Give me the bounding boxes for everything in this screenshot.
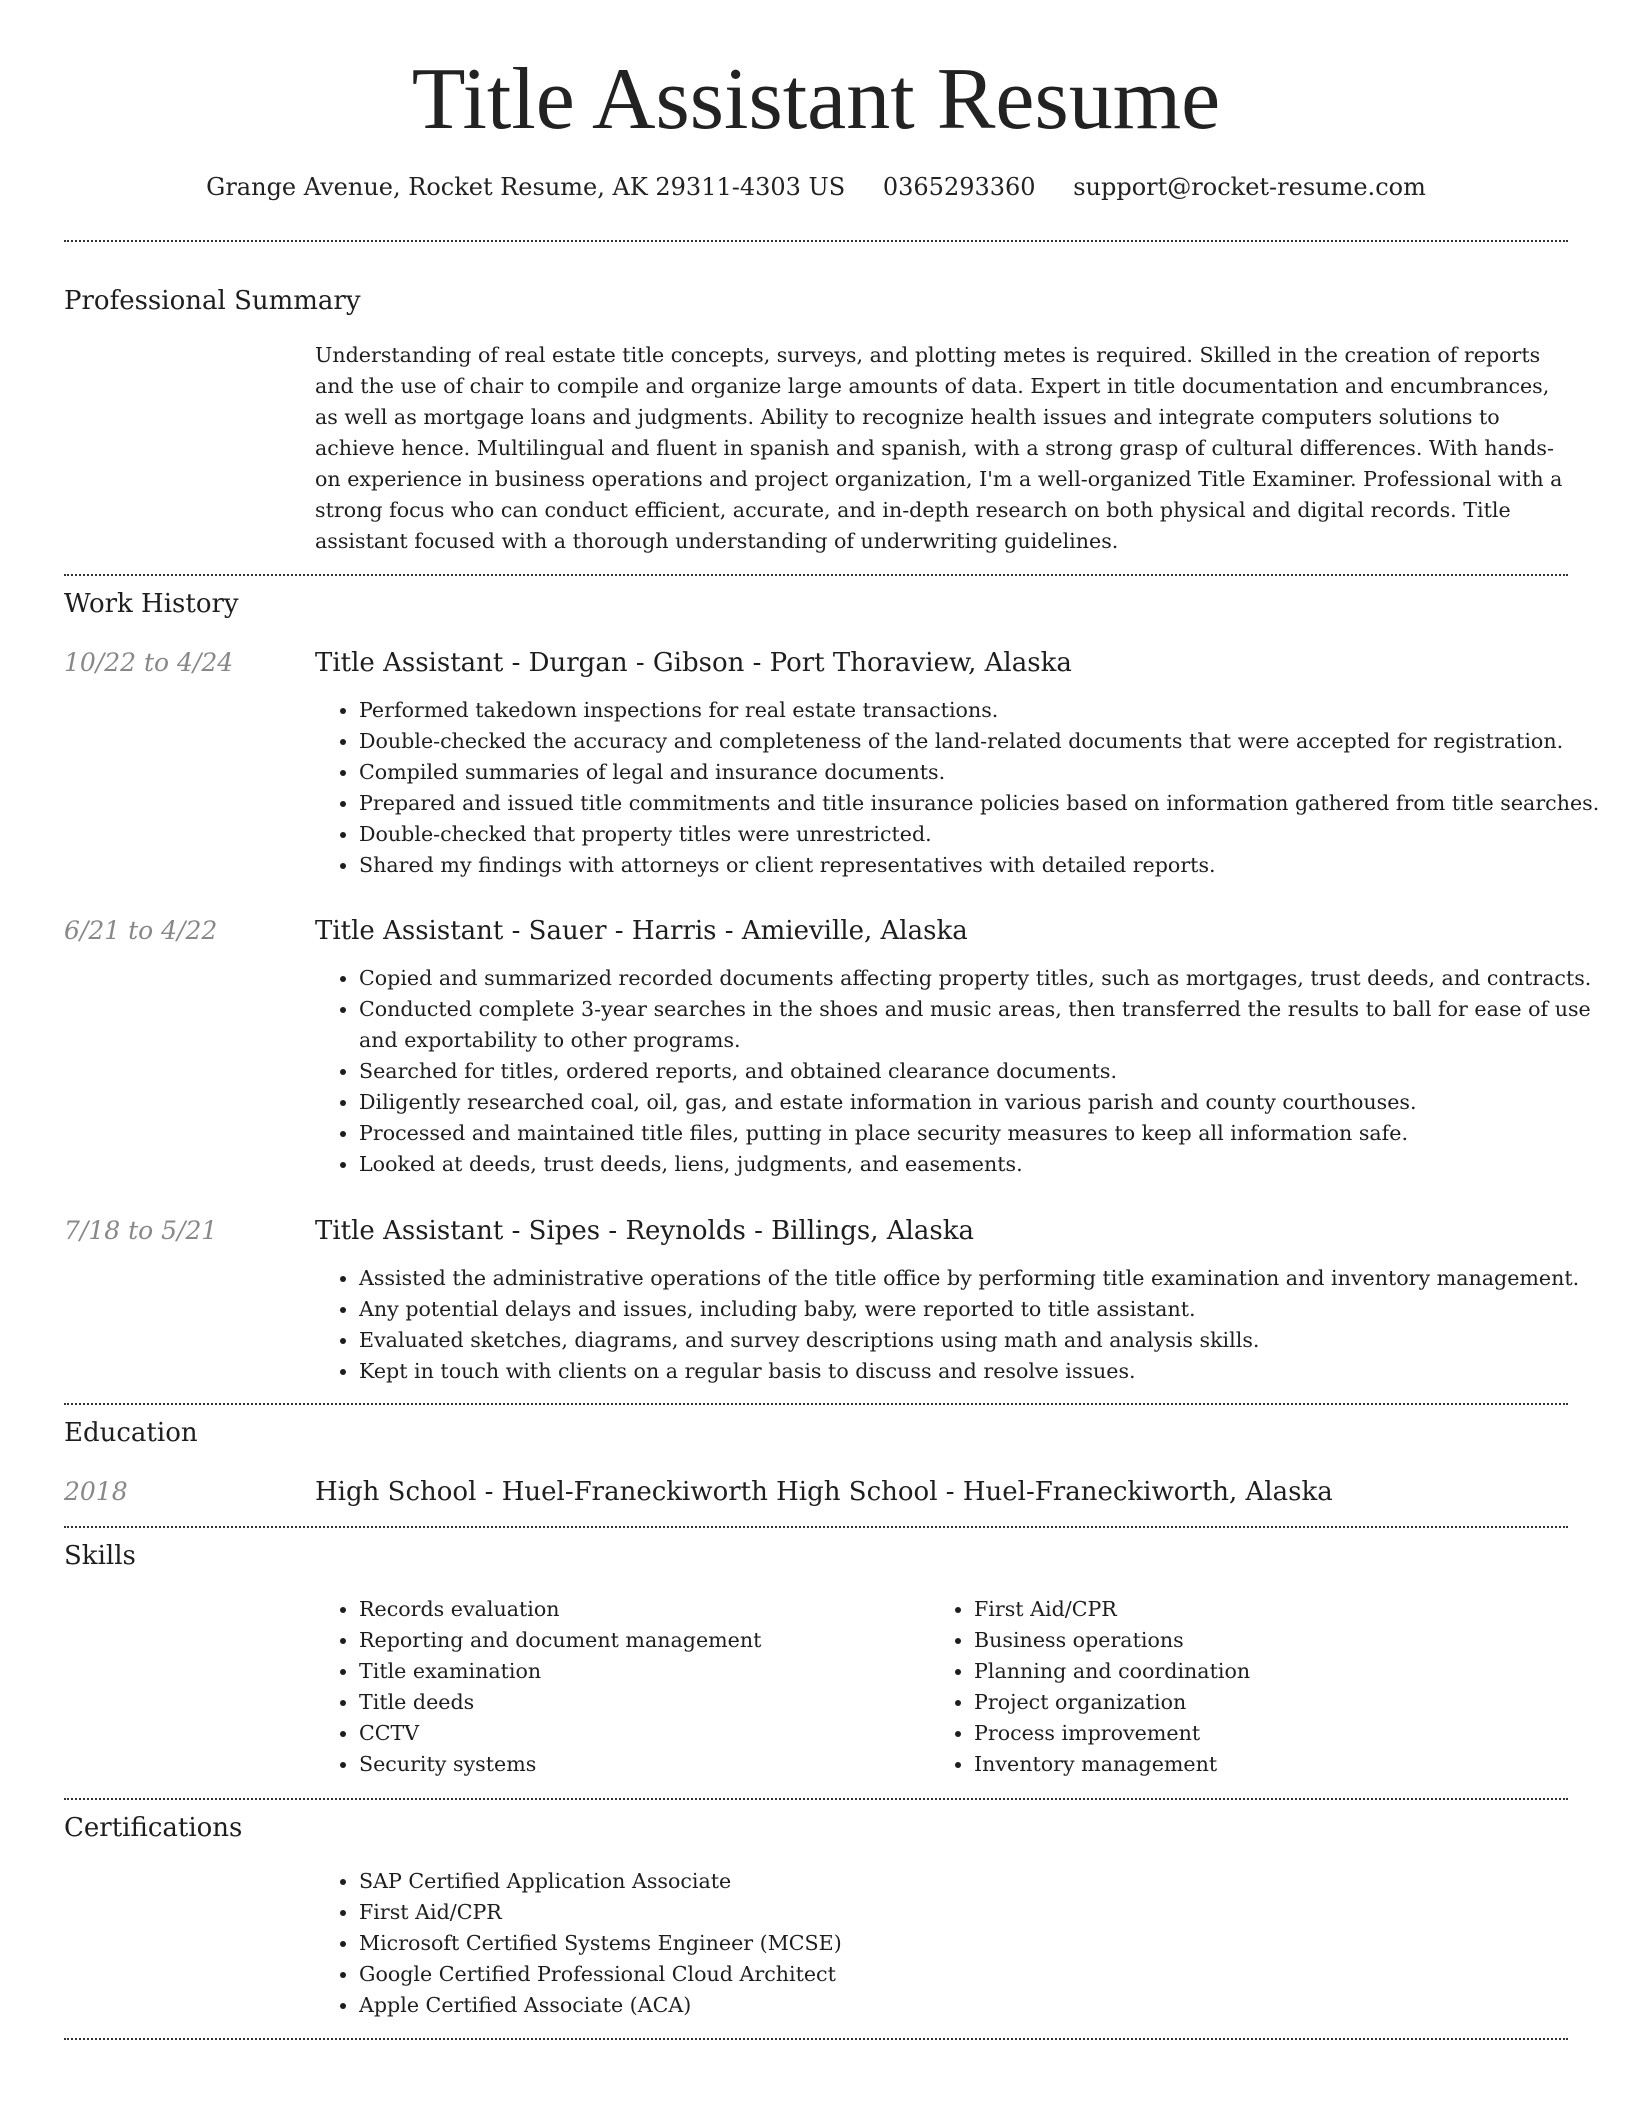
resume-title: Title Assistant Resume <box>411 51 1221 148</box>
job-bullet-list <box>315 963 1617 1180</box>
list-item: • Double-checked the accuracy and completeness of the land-related documents that were accepted for registration. <box>359 726 1617 757</box>
list-item: • Microsoft Certified Systems Engineer (MCSE) <box>359 1928 1359 1959</box>
job-dates: 6/21 to 4/22 <box>64 916 218 945</box>
list-item: • Security systems <box>359 1749 959 1780</box>
job-dates: 7/18 to 5/21 <box>64 1216 218 1245</box>
list-item: • Diligently researched coal, oil, gas, and estate information in various parish and county courthouses. <box>359 1087 1617 1118</box>
list-item: • Looked at deeds, trust deeds, liens, judgments, and easements. <box>359 1149 1617 1180</box>
skills-list-right <box>930 1594 1574 1780</box>
list-item: • Planning and coordination <box>974 1656 1574 1687</box>
list-item: • Reporting and document management <box>359 1625 959 1656</box>
list-item: • Apple Certified Associate (ACA) <box>359 1990 1359 2021</box>
divider <box>64 574 1568 576</box>
list-item: • Evaluated sketches, diagrams, and survey descriptions using math and analysis skills. <box>359 1325 1617 1356</box>
job-dates: 10/22 to 4/24 <box>64 648 234 677</box>
list-item: • Records evaluation <box>359 1594 959 1625</box>
skills-list-left <box>315 1594 959 1780</box>
job-title: Title Assistant - Sauer - Harris - Amieville, Alaska <box>315 916 968 946</box>
summary-text: Understanding of real estate title concepts, surveys, and plotting metes is required. Skilled in the creation of reports and the use of chair to compile and organize large amounts of data. Expert in title documentation and encumbrances, as well as mortgage loans and judgments. Ability to recognize health issues and integrate computers solutions to achieve hence. Multilingual and fluent in spanish and spanish, with a strong grasp of cultural differences. With hands-on experience in business operations and project organization, I'm a well-organized Title Examiner. Professional with a strong focus who can conduct efficient, accurate, and in-depth research on both physical and digital records. Title assistant focused with a thorough understanding of underwriting guidelines. <box>315 343 1563 553</box>
list-item: • Title deeds <box>359 1687 959 1718</box>
section-title-certifications: Certifications <box>64 1813 243 1843</box>
section-title-skills: Skills <box>64 1541 136 1571</box>
list-item: • First Aid/CPR <box>974 1594 1574 1625</box>
list-item: • Performed takedown inspections for real estate transactions. <box>359 695 1617 726</box>
divider <box>64 2038 1568 2040</box>
list-item: • First Aid/CPR <box>359 1897 1359 1928</box>
job-bullet-list <box>315 695 1617 881</box>
list-item: • Kept in touch with clients on a regular basis to discuss and resolve issues. <box>359 1356 1617 1387</box>
job-title: Title Assistant - Durgan - Gibson - Port Thoraview, Alaska <box>315 648 1072 678</box>
certifications-list <box>315 1866 1359 2021</box>
divider <box>64 1526 1568 1528</box>
job-bullet-list <box>315 1263 1617 1387</box>
list-item: • Prepared and issued title commitments and title insurance policies based on information gathered from title searches. <box>359 788 1617 819</box>
list-item: • Compiled summaries of legal and insurance documents. <box>359 757 1617 788</box>
list-item: • Google Certified Professional Cloud Architect <box>359 1959 1359 1990</box>
divider <box>64 1403 1568 1405</box>
divider <box>64 1798 1568 1800</box>
section-title-work-history: Work History <box>64 589 239 619</box>
list-item: • Process improvement <box>974 1718 1574 1749</box>
education-detail: High School - Huel-Franeckiworth High School - Huel-Franeckiworth, Alaska <box>315 1477 1333 1507</box>
list-item: • Project organization <box>974 1687 1574 1718</box>
list-item: • Searched for titles, ordered reports, and obtained clearance documents. <box>359 1056 1617 1087</box>
contact-line <box>0 170 1632 204</box>
list-item: • SAP Certified Application Associate <box>359 1866 1359 1897</box>
list-item: • Conducted complete 3-year searches in the shoes and music areas, then transferred the results to ball for ease of use and exportability to other programs. <box>359 994 1617 1056</box>
list-item: • Shared my findings with attorneys or client representatives with detailed reports. <box>359 850 1617 881</box>
divider <box>64 240 1568 242</box>
job-title: Title Assistant - Sipes - Reynolds - Billings, Alaska <box>315 1216 974 1246</box>
section-title-education: Education <box>64 1418 198 1448</box>
list-item: • Any potential delays and issues, including baby, were reported to title assistant. <box>359 1294 1617 1325</box>
section-title-professional-summary: Professional Summary <box>64 286 361 316</box>
contact-address: Grange Avenue, Rocket Resume, AK 29311-4303 US <box>206 173 846 201</box>
list-item: • Title examination <box>359 1656 959 1687</box>
contact-email: support@rocket-resume.com <box>1073 173 1426 201</box>
list-item: • Assisted the administrative operations of the title office by performing title examination and inventory management. <box>359 1263 1617 1294</box>
education-year: 2018 <box>64 1477 128 1506</box>
list-item: • Inventory management <box>974 1749 1574 1780</box>
contact-phone: 0365293360 <box>882 173 1036 201</box>
list-item: • Double-checked that property titles were unrestricted. <box>359 819 1617 850</box>
list-item: • Processed and maintained title files, putting in place security measures to keep all information safe. <box>359 1118 1617 1149</box>
list-item: • CCTV <box>359 1718 959 1749</box>
list-item: • Business operations <box>974 1625 1574 1656</box>
list-item: • Copied and summarized recorded documents affecting property titles, such as mortgages, trust deeds, and contracts. <box>359 963 1617 994</box>
